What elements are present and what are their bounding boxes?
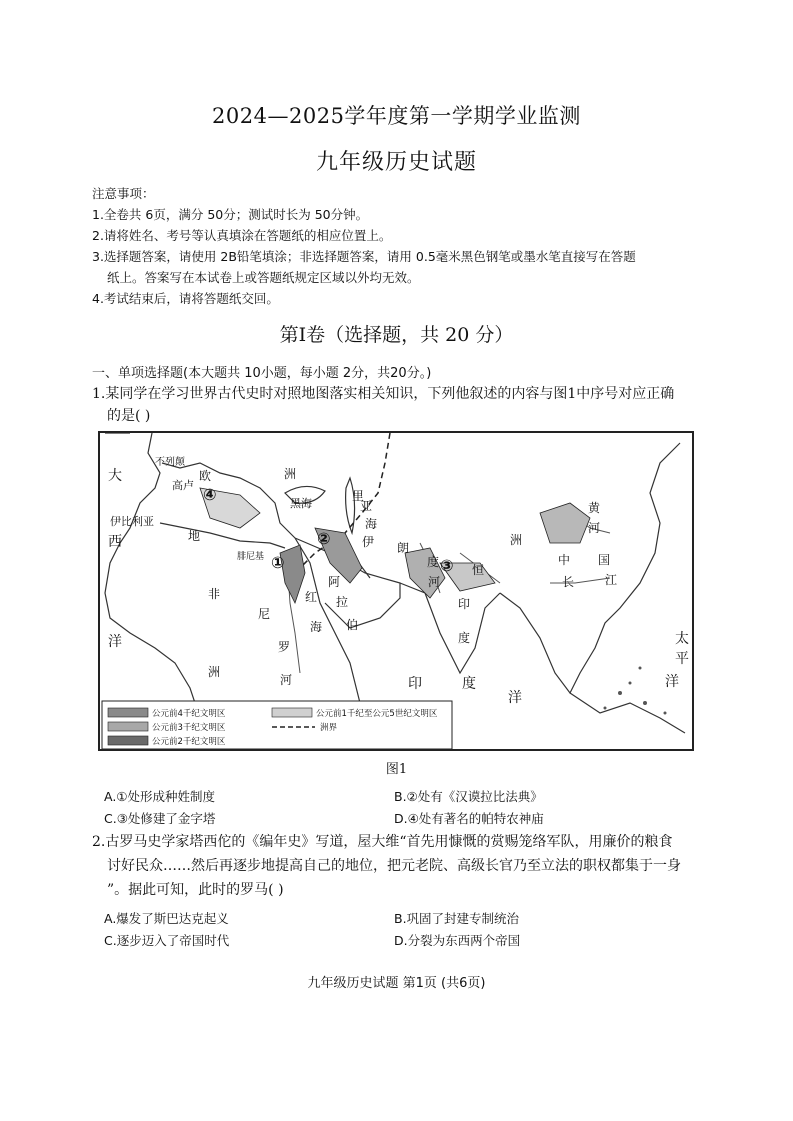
legend-label: 公元前4千纪文明区	[152, 709, 226, 719]
map-label: 地	[188, 529, 201, 543]
map-label: 罗	[278, 640, 291, 654]
map-label: 非	[208, 587, 221, 601]
map-label: 洲	[208, 665, 221, 679]
map-label: 洋	[508, 690, 522, 706]
map-label: 伊	[362, 535, 375, 549]
map-label: 海	[365, 517, 378, 531]
map-label: 西	[108, 534, 122, 550]
map-label: 黄	[588, 501, 601, 515]
legend-label: 公元前3千纪文明区	[152, 723, 226, 733]
map-label: 长	[562, 575, 575, 589]
q1-option-d[interactable]: D.④处有著名的帕特农神庙	[394, 811, 544, 826]
map-label: 洋	[665, 674, 679, 690]
q2-option-d[interactable]: D.分裂为东西两个帝国	[394, 933, 521, 948]
map-label: 红	[305, 590, 318, 604]
map-label: 度	[462, 676, 476, 692]
map-label: 腓尼基	[237, 552, 265, 562]
map-label: 欧	[199, 469, 212, 483]
map-label: 平	[675, 651, 689, 667]
map-label: 印	[408, 676, 422, 692]
map-label: 度	[427, 555, 440, 569]
map-label: 中	[558, 553, 571, 567]
map-label: 海	[310, 620, 323, 634]
page-footer: 九年级历史试题 第1页 (共6页)	[307, 976, 486, 991]
exam-subtitle: 九年级历史试题	[315, 150, 477, 175]
figure-caption: 图1	[385, 762, 408, 777]
note-item: 2.请将姓名、考号等认真填涂在答题纸的相应位置上。	[92, 228, 392, 243]
map-label: 国	[598, 553, 611, 567]
map-label: 河	[588, 521, 601, 535]
map-label: 里	[352, 489, 365, 503]
map-label: 黑海	[290, 497, 312, 510]
map-label: 印	[458, 597, 471, 611]
map-label: 不列颠	[155, 457, 185, 468]
map-label: 江	[605, 573, 618, 587]
map-label: 伊比利亚	[110, 515, 154, 528]
map-marker-1: ①	[271, 553, 285, 572]
q2-option-c[interactable]: C.逐步迈入了帝国时代	[104, 933, 230, 948]
map-marker-3: ③	[440, 556, 454, 575]
q1-option-b[interactable]: B.②处有《汉谟拉比法典》	[394, 789, 543, 804]
legend-label: 公元前2千纪文明区	[152, 737, 226, 747]
map-label: 河	[280, 673, 293, 687]
q2-option-a[interactable]: A.爆发了斯巴达克起义	[104, 911, 229, 926]
map-label: 亚	[360, 499, 373, 513]
note-item: 1.全卷共 6页，满分 50分；测试时长为 50分钟。	[92, 207, 369, 222]
section-instruction: 一、单项选择题(本大题共 10小题，每小题 2分，共20分。)	[92, 366, 432, 381]
map-label: 河	[428, 575, 441, 589]
map-label: 阿	[328, 575, 341, 589]
map-marker-2: ②	[317, 529, 331, 548]
map-label: 尼	[258, 607, 271, 621]
q2-option-b[interactable]: B.巩固了封建专制统治	[394, 911, 520, 926]
q1-option-a[interactable]: A.①处形成种姓制度	[104, 789, 216, 804]
question-1-stem: 1.某同学在学习世界古代史时对照地图落实相关知识，下列他叙述的内容与图1中序号对应正确	[92, 386, 675, 402]
notes-heading: 注意事项：	[92, 186, 155, 201]
question-2-stem-cont: ”。据此可知，此时的罗马( )	[107, 882, 284, 898]
map-label: 拉	[336, 595, 349, 609]
legend-label: 公元前1千纪至公元5世纪文明区	[316, 709, 438, 719]
map-label: 度	[458, 631, 471, 645]
q1-option-c[interactable]: C.③处修建了金字塔	[104, 811, 216, 826]
legend-label: 洲界	[320, 723, 338, 733]
question-2-stem: 2.古罗马史学家塔西佗的《编年史》写道，屋大维“首先用慷慨的赏赐笼络军队，用廉价的粮食	[92, 834, 673, 850]
map-label: 朗	[397, 541, 410, 555]
world-map-figure	[98, 431, 694, 751]
note-item: 4.考试结束后，请将答题纸交回。	[92, 291, 279, 306]
question-2-stem-cont: 讨好民众……然后再逐步地提高自己的地位，把元老院、高级长官乃至立法的职权都集于一身	[107, 858, 681, 874]
section-title: 第Ⅰ卷（选择题，共 20 分）	[279, 324, 514, 346]
map-label: 大	[108, 468, 122, 484]
map-marker-4: ④	[203, 485, 217, 504]
map-label: 洲	[510, 533, 523, 547]
note-item: 纸上。答案写在本试卷上或答题纸规定区域以外均无效。	[107, 270, 420, 285]
map-label: 洲	[284, 467, 297, 481]
map-label: 太	[675, 631, 689, 647]
map-label: 伯	[346, 618, 359, 632]
note-item: 3.选择题答案，请使用 2B铅笔填涂；非选择题答案，请用 0.5毫米黑色钢笔或墨水笔直接写在答题	[92, 249, 636, 264]
exam-title: 2024—2025学年度第一学期学业监测	[212, 104, 581, 128]
map-label: 洋	[108, 634, 122, 650]
map-label: 恒	[472, 563, 485, 577]
question-1-stem-cont: 的是( )	[107, 408, 151, 424]
map-label: 高卢	[172, 479, 194, 492]
